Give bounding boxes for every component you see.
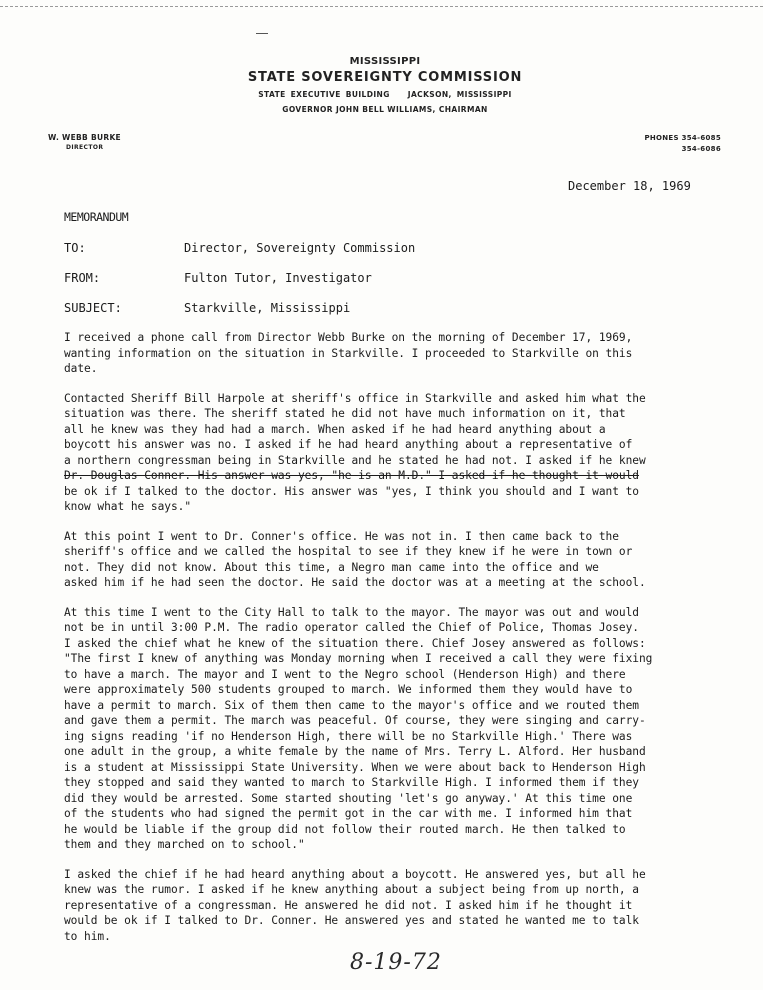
letterhead (220, 56, 550, 114)
body-line: would be ok if I talked to Dr. Conner. He answered yes and stated he wanted me to talk (64, 914, 639, 927)
body-line: At this time I went to the City Hall to talk to the mayor. The mayor was out and would (64, 605, 639, 619)
stray-mark (256, 33, 268, 34)
body-line: to have a march. The mayor and I went to the Negro school (Henderson High) and there (64, 667, 626, 681)
body-line: one adult in the group, a white female by the name of Mrs. Terry L. Alford. Her husband (64, 745, 646, 758)
body-line: At this point I went to Dr. Conner's office. He was not in. I then came back to the (64, 529, 619, 543)
body-line: is a student at Mississippi State University. When we were about back to Henderson High (64, 760, 646, 774)
body-line: I asked the chief what he knew of the situation there. Chief Josey answered as follows: (64, 636, 646, 650)
paragraph-1 (64, 330, 744, 377)
director-title: DIRECTOR (66, 144, 104, 151)
phone-line-1: PHONES 354-6085 (644, 134, 721, 142)
body-line: and gave them a permit. The march was peaceful. Of course, they were singing and carry- (64, 714, 646, 727)
body-line: know what he says." (64, 500, 192, 513)
letterhead-state: MISSISSIPPI (349, 56, 421, 67)
body-line: wanting information on the situation in Starkville. I proceeded to Starkville on this (64, 346, 633, 360)
body-line: he would be liable if the group did not follow their routed march. He then talked to (64, 822, 626, 836)
handwritten-note: 8-19-72 (350, 950, 442, 975)
body-line-struck: Dr. Douglas Conner. His answer was yes, "he is an M.D." I asked if he thought it would (64, 469, 639, 482)
paragraph-5 (64, 867, 744, 945)
body-line: have a permit to march. Six of them then came to the mayor's office and we routed them (64, 698, 639, 712)
body-line: "The first I knew of anything was Monday morning when I received a call they were fixing (64, 652, 653, 665)
body-line: date. (64, 362, 98, 375)
body-line: representative of a congressman. He answered he did not. I asked him if he thought it (64, 898, 633, 912)
body-line: did they would be arrested. Some started shouting 'let's go anyway.' At this time one (64, 791, 633, 805)
body-line: boycott his answer was no. I asked if he had heard anything about a representative of (64, 438, 633, 451)
memo-body (64, 330, 744, 958)
phone-line-2: 354-6086 (681, 145, 721, 153)
body-line: were approximately 500 students grouped to march. We informed them they would have to (64, 683, 633, 696)
paragraph-4 (64, 605, 744, 853)
body-line: sheriff's office and we called the hospital to see if they knew if he were in town or (64, 545, 633, 558)
body-line: not be in until 3:00 P.M. The radio operator called the Chief of Police, Thomas Josey. (64, 621, 639, 634)
letterhead-address (220, 90, 550, 99)
body-line: I asked the chief if he had heard anything about a boycott. He answered yes, but all he (64, 867, 646, 881)
from-label: FROM: (64, 271, 101, 285)
phones-block (644, 133, 721, 155)
to-label: TO: (64, 241, 86, 255)
director-name: W. WEBB BURKE (48, 133, 121, 142)
body-line: all he knew was they had had a march. When asked if he had heard anything about a (64, 422, 606, 436)
body-line: ing signs reading 'if no Henderson High, there will be no Starkville High.' There was (64, 729, 633, 743)
body-line: I received a phone call from Director Webb Burke on the morning of December 17, 1969, (64, 331, 633, 344)
body-line: a northern congressman being in Starkville and he stated he had not. I asked if he knew (64, 453, 646, 467)
memo-date: December 18, 1969 (568, 179, 691, 193)
scan-edge-rule (0, 6, 763, 7)
paragraph-2 (64, 391, 744, 515)
letterhead-building: STATE EXECUTIVE BUILDING (258, 90, 390, 99)
letterhead-commission: STATE SOVEREIGNTY COMMISSION (247, 70, 523, 85)
memo-label: MEMORANDUM (64, 210, 129, 224)
body-line: them and they marched on to school." (64, 838, 305, 851)
from-value: Fulton Tutor, Investigator (184, 271, 372, 285)
body-line: be ok if I talked to the doctor. His answer was "yes, I think you should and I want to (64, 484, 639, 498)
subject-label: SUBJECT: (64, 301, 122, 315)
letterhead-governor: GOVERNOR JOHN BELL WILLIAMS, CHAIRMAN (282, 105, 488, 114)
body-line: situation was there. The sheriff stated he did not have much information on it, that (64, 407, 626, 420)
body-line: asked him if he had seen the doctor. He said the doctor was at a meeting at the school. (64, 576, 646, 589)
body-line: of the students who had signed the permit got in the car with me. I informed him that (64, 807, 633, 820)
letterhead-city: JACKSON, MISSISSIPPI (407, 90, 512, 99)
body-line: to him. (64, 929, 111, 943)
body-line: they stopped and said they wanted to march to Starkville High. I informed them if they (64, 776, 639, 789)
paragraph-3 (64, 529, 744, 591)
to-value: Director, Sovereignty Commission (184, 241, 416, 255)
subject-value: Starkville, Mississippi (184, 301, 351, 315)
director-block (48, 133, 121, 151)
body-line: knew was the rumor. I asked if he knew anything about a subject being from up north, a (64, 883, 639, 896)
body-line: not. They did not know. About this time, a Negro man came into the office and we (64, 560, 599, 574)
body-line: Contacted Sheriff Bill Harpole at sheriff's office in Starkville and asked him what the (64, 391, 646, 405)
